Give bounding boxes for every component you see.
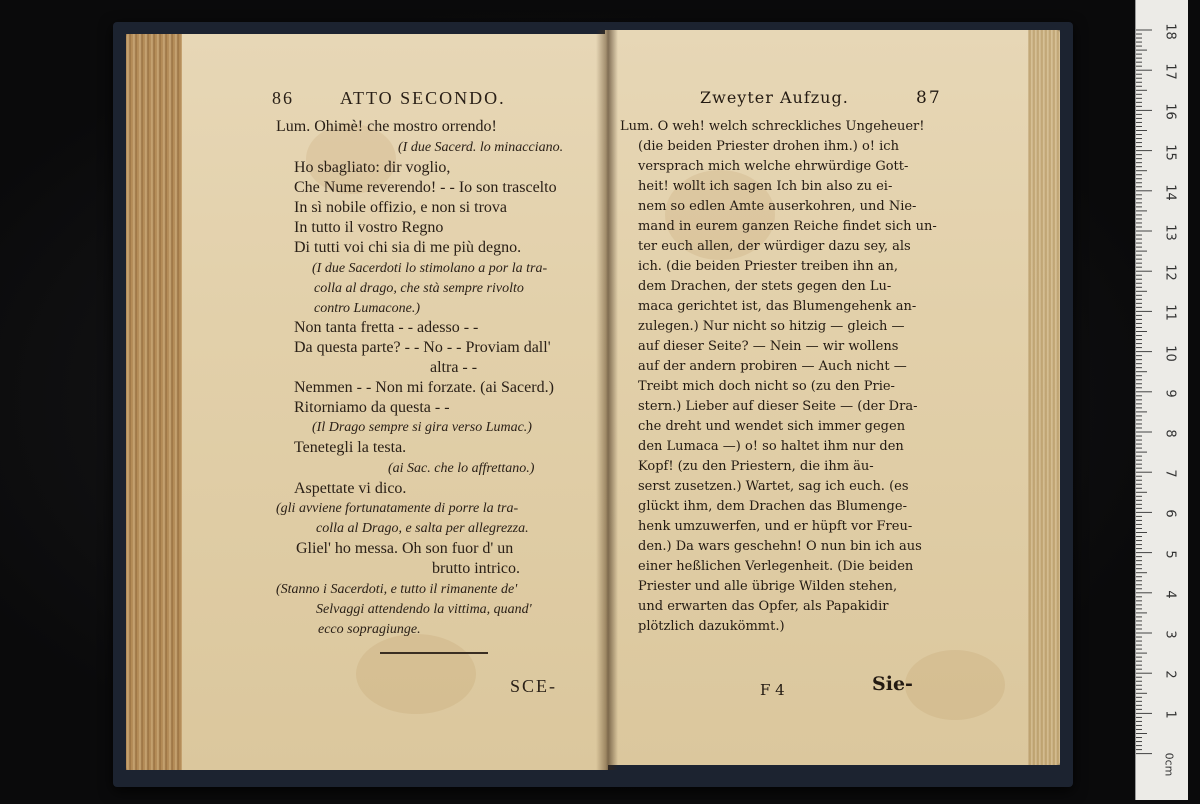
ruler-number: 11 xyxy=(1162,304,1178,322)
left-line: colla al Drago, e salta per allegrezza. xyxy=(316,521,529,536)
right-line: den Lumaca —) o! so haltet ihm nur den xyxy=(638,439,904,454)
ruler-number: 16 xyxy=(1162,103,1178,121)
left-running-head: ATTO SECONDO. xyxy=(340,88,506,108)
right-line: stern.) Lieber auf dieser Seite — (der Dra- xyxy=(638,399,918,414)
paper-stain xyxy=(905,650,1005,720)
ruler-number: 10 xyxy=(1162,344,1178,362)
left-line: Ritorniamo da questa - - xyxy=(294,399,450,416)
left-line: Di tutti voi chi sia di me più degno. xyxy=(294,239,522,256)
right-line: Treibt mich doch nicht so (zu den Prie- xyxy=(638,379,895,394)
ruler-number: 12 xyxy=(1162,264,1178,281)
left-fore-edge xyxy=(126,34,182,770)
right-line: ich. (die beiden Priester treiben ihn an, xyxy=(638,259,898,274)
ruler-number: 15 xyxy=(1162,143,1178,161)
right-line: und erwarten das Opfer, als Papakidir xyxy=(638,599,889,614)
ruler-number: 3 xyxy=(1162,630,1178,639)
left-line: Da questa parte? - - No - - Proviam dall' xyxy=(294,339,551,356)
right-running-head: Zweyter Aufzug. xyxy=(700,88,849,107)
left-line: Gliel' ho messa. Oh son fuor d' un xyxy=(296,540,514,557)
left-line: Ho sbagliato: dir voglio, xyxy=(294,159,451,176)
right-line: serst zusetzen.) Wartet, sag ich euch. (es xyxy=(638,479,909,494)
left-line: Tenetegli la testa. xyxy=(294,439,407,456)
right-line: dem Drachen, der stets gegen den Lu- xyxy=(638,279,892,294)
left-catchword: SCE- xyxy=(510,676,558,696)
ruler-number: 1 xyxy=(1162,710,1178,720)
right-line: zulegen.) Nur nicht so hitzig — gleich — xyxy=(638,319,905,334)
left-page-number: 86 xyxy=(272,88,294,108)
right-page-number: 87 xyxy=(916,88,942,108)
right-catchword: Sie- xyxy=(872,673,913,695)
right-line: nem so edlen Amte auserkohren, und Nie- xyxy=(638,199,917,214)
ruler-number: 5 xyxy=(1162,549,1178,559)
ruler-number: 9 xyxy=(1162,389,1178,398)
left-line: Aspettate vi dico. xyxy=(294,480,407,497)
right-line: mand in eurem ganzen Reiche findet sich un- xyxy=(638,219,937,234)
ruler-number: 4 xyxy=(1162,590,1178,599)
right-line: auf dieser Seite? — Nein — wir wollens xyxy=(638,339,899,354)
right-line: glückt ihm, dem Drachen das Blumenge- xyxy=(638,499,907,514)
measuring-ruler xyxy=(1135,0,1188,800)
ruler-number: 13 xyxy=(1162,224,1178,241)
left-line: Selvaggi attendendo la vittima, quand' xyxy=(316,602,532,617)
left-line: (gli avviene fortunatamente di porre la tra- xyxy=(276,501,519,516)
right-line: henk umzuwerfen, und er hüpft vor Freu- xyxy=(638,519,913,534)
ruler-number: 14 xyxy=(1162,184,1178,201)
left-line: Che Nume reverendo! - - Io son trascelto xyxy=(294,179,557,196)
left-line: (ai Sac. che lo affrettano.) xyxy=(388,461,535,476)
right-line: maca gerichtet ist, das Blumengehenk an- xyxy=(638,299,917,314)
right-line: che dreht und wendet sich immer gegen xyxy=(638,419,906,434)
left-line: brutto intrico. xyxy=(432,560,520,577)
right-line: Kopf! (zu den Priestern, die ihm äu- xyxy=(638,459,874,474)
left-line: contro Lumacone.) xyxy=(314,301,421,316)
left-line: Non tanta fretta - - adesso - - xyxy=(294,319,479,336)
right-line: einer heßlichen Verlegenheit. (Die beiden xyxy=(638,559,914,574)
right-line: den.) Da wars geschehn! O nun bin ich aus xyxy=(638,539,922,554)
paper-stain xyxy=(356,634,476,714)
right-fore-edge xyxy=(1028,30,1060,765)
left-line: Lum. Ohimè! che mostro orrendo! xyxy=(276,118,497,135)
right-line: auf der andern probiren — Auch nicht — xyxy=(638,359,907,374)
ruler-number: 8 xyxy=(1162,429,1178,438)
ruler-number: 7 xyxy=(1162,469,1178,478)
left-line: In tutto il vostro Regno xyxy=(294,219,444,236)
right-line: (die beiden Priester drohen ihm.) o! ich xyxy=(638,139,899,154)
right-line: Lum. O weh! welch schreckliches Ungeheuer! xyxy=(620,119,925,134)
ruler-number: 6 xyxy=(1162,509,1178,519)
right-line: versprach mich welche ehrwürdige Gott- xyxy=(638,159,909,174)
right-line: ter euch allen, der würdiger dazu sey, als xyxy=(638,239,911,254)
left-line: Nemmen - - Non mi forzate. (ai Sacerd.) xyxy=(294,379,554,396)
left-line: colla al drago, che stà sempre rivolto xyxy=(314,281,524,296)
left-line: (I due Sacerd. lo minacciano. xyxy=(398,140,564,155)
left-line: ecco sopragiunge. xyxy=(318,622,421,637)
left-line: altra - - xyxy=(430,359,478,376)
right-line: heit! wollt ich sagen Ich bin also zu ei- xyxy=(638,179,893,194)
ruler-number: 17 xyxy=(1162,63,1178,80)
signature-mark: F 4 xyxy=(760,681,785,699)
ruler-number: 18 xyxy=(1162,23,1178,40)
left-line: In sì nobile offizio, e non si trova xyxy=(294,199,507,216)
left-line: (Il Drago sempre si gira verso Lumac.) xyxy=(312,420,532,435)
right-line: Priester und alle übrige Wilden stehen, xyxy=(638,579,898,594)
right-line: plötzlich dazukömmt.) xyxy=(638,619,785,634)
left-line: (Stanno i Sacerdoti, e tutto il rimanente de' xyxy=(276,582,518,597)
ruler-number: 2 xyxy=(1162,670,1178,679)
section-rule xyxy=(380,652,488,654)
ruler-unit: 0cm xyxy=(1162,752,1176,777)
book-gutter xyxy=(596,30,618,770)
left-line: (I due Sacerdoti lo stimolano a por la tra- xyxy=(312,261,548,276)
